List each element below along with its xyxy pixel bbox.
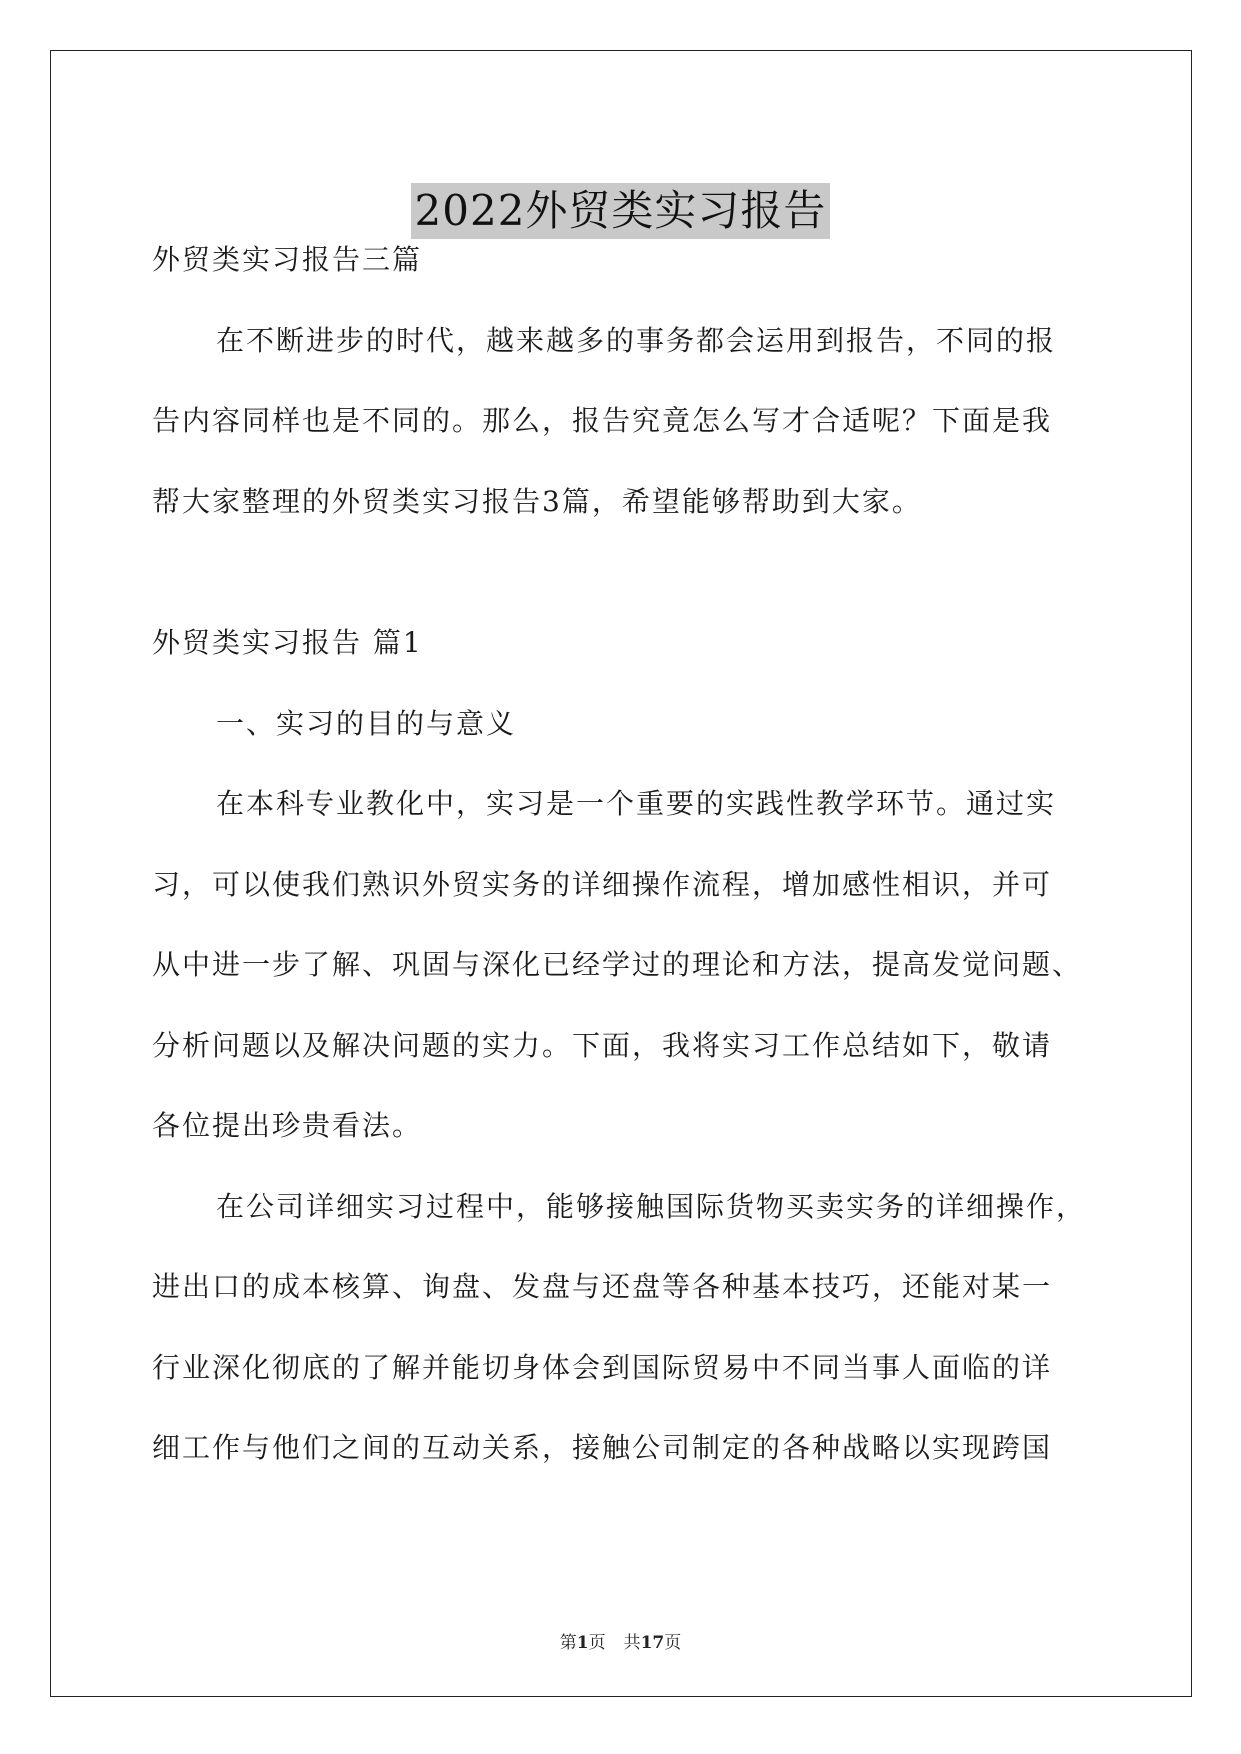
paragraph-line: 在本科专业教化中，实习是一个重要的实践性教学环节。通过实 [216, 787, 1057, 820]
document-body [152, 235, 1092, 1504]
subsection-heading: 一、实习的目的与意义 [216, 706, 517, 740]
page-current: 1 [576, 1633, 589, 1653]
section-heading: 外贸类实习报告 篇1 [152, 626, 423, 659]
page-total: 17 [640, 1633, 665, 1653]
page-prefix: 第 [559, 1633, 577, 1653]
paragraph-line: 帮大家整理的外贸类实习报告3篇，希望能够帮助到大家。 [152, 484, 922, 518]
paragraph-line: 行业深化彻底的了解并能切身体会到国际贸易中不同当事人面临的详 [152, 1350, 1053, 1384]
paragraph-line: 进出口的成本核算、询盘、发盘与还盘等各种基本技巧，还能对某一 [152, 1270, 1053, 1303]
section-gap [152, 557, 1092, 618]
subtitle-line: 外贸类实习报告三篇 [152, 243, 423, 276]
page-footer [0, 1628, 1241, 1653]
document-title: 2022外贸类实习报告 [411, 183, 831, 239]
paragraph-line: 在不断进步的时代，越来越多的事务都会运用到报告，不同的报 [216, 323, 1057, 357]
paragraph-line: 分析问题以及解决问题的实力。下面，我将实习工作总结如下，敬请 [152, 1028, 1053, 1062]
paragraph-line: 从中进一步了解、巩固与深化已经学过的理论和方法，提高发觉问题、 [152, 948, 1083, 981]
total-prefix: 共 [623, 1633, 641, 1653]
total-suffix: 页 [664, 1633, 682, 1653]
paragraph-line: 细工作与他们之间的互动关系，接触公司制定的各种战略以实现跨国 [152, 1431, 1053, 1464]
paragraph-line: 各位提出珍贵看法。 [152, 1109, 423, 1142]
paragraph-line: 习，可以使我们熟识外贸实务的详细操作流程，增加感性相识，并可 [152, 867, 1053, 901]
paragraph-line: 在公司详细实习过程中，能够接触国际货物买卖实务的详细操作， [216, 1189, 1087, 1223]
paragraph-line: 告内容同样也是不同的。那么，报告究竟怎么写才合适呢？下面是我 [152, 404, 1053, 437]
page-suffix: 页 [588, 1633, 606, 1653]
